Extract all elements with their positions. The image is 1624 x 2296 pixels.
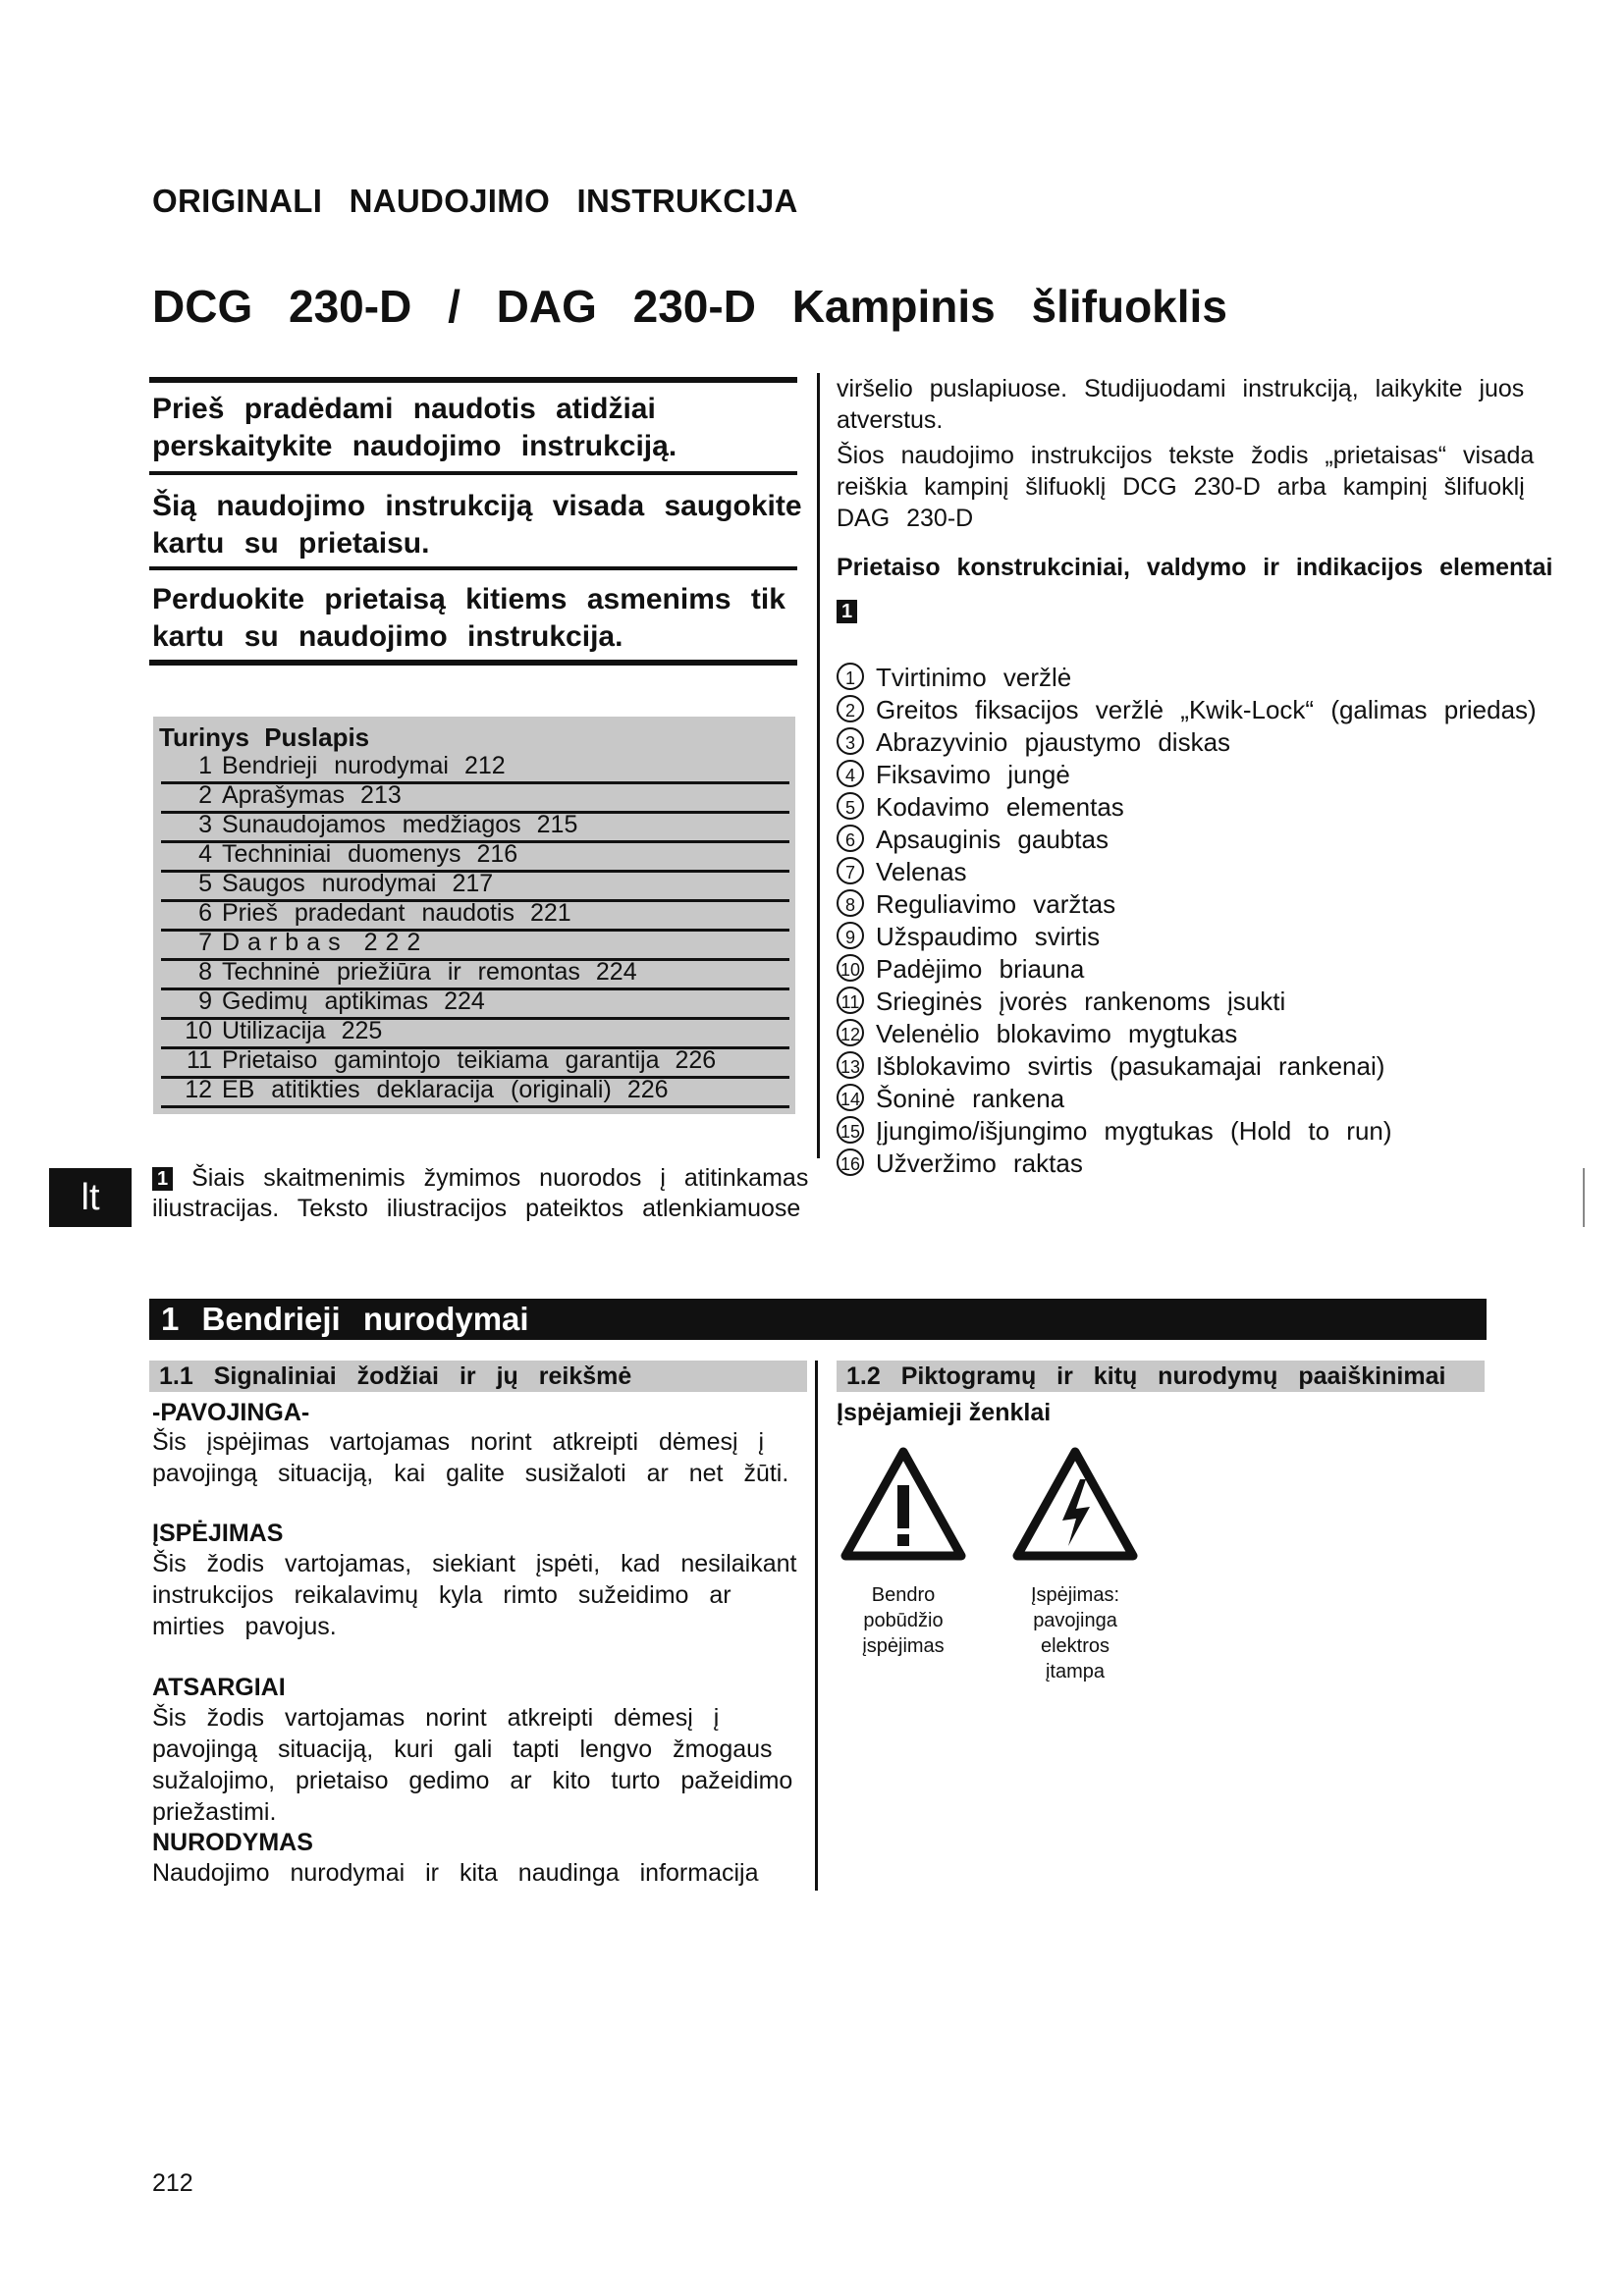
toc-page: 224	[595, 958, 637, 986]
sign-caption: Įspėjimas: pavojinga elektros įtampa	[1030, 1584, 1120, 1682]
divider	[149, 566, 797, 570]
toc-page: 222	[363, 929, 429, 956]
list-item: 16 Užveržimo raktas	[837, 1148, 1563, 1180]
toc-label: Aprašymas	[222, 781, 346, 809]
signal-description: Šis įspėjimas vartojamas norint atkreipti dėmesį į pavojingą situaciją, kai galite susižaloti ar net žūti.	[152, 1428, 789, 1487]
figure-note: 1 Šiais skaitmenimis žymimos nuorodos į atitinkamas iliustracijas. Teksto iliustracijos pateiktos atlenkiamuose	[152, 1164, 809, 1222]
toc-row[interactable]: 12 EB atitikties deklaracija (originali) 226	[161, 1076, 789, 1108]
list-item: 15 Įjungimo/išjungimo mygtukas (Hold to run)	[837, 1115, 1563, 1148]
figure-ref-badge: 1	[837, 600, 857, 623]
warning-read-instructions: Prieš pradėdami naudotis atidžiai perskaitykite naudojimo instrukciją.	[152, 393, 677, 462]
list-item: 8 Reguliavimo varžtas	[837, 888, 1563, 921]
warning-pass-on-instructions: Perduokite prietaisą kitiems asmenims tik kartu su naudojimo instrukcija.	[152, 583, 785, 653]
warning-keep-instructions: Šią naudojimo instrukciją visada saugokite kartu su prietaisu.	[152, 490, 802, 560]
toc-row[interactable]: 5 Saugos nurodymai 217	[161, 870, 789, 902]
toc-page: 226	[626, 1076, 669, 1103]
signal-description: Šis žodis vartojamas norint atkreipti dėmesį į pavojingą situaciją, kuri gali tapti lengvo žmogaus sužalojimo, prietaiso gedimo ar kito turto pažeidimo priežastimi.	[152, 1704, 793, 1826]
toc-row[interactable]: 3 Sunaudojamos medžiagos 215	[161, 811, 789, 843]
table-of-contents	[153, 717, 795, 1114]
toc-page: 212	[463, 752, 506, 779]
toc-label: Techninė priežiūra ir remontas	[222, 958, 580, 986]
toc-page: 226	[675, 1046, 717, 1074]
toc-label: Prieš pradedant naudotis	[222, 899, 514, 927]
divider	[149, 660, 797, 666]
page-number: 212	[152, 2169, 193, 2197]
toc-label: Techniniai duomenys	[222, 840, 461, 868]
toc-page: 217	[452, 870, 494, 897]
general-warning-icon	[839, 1446, 967, 1564]
page-title: DCG 230-D / DAG 230-D Kampinis šlifuoklis	[152, 281, 1227, 332]
toc-heading: Turinys Puslapis	[159, 722, 370, 752]
toc-row[interactable]: 1 Bendrieji nurodymai 212	[161, 752, 789, 784]
toc-page: 213	[360, 781, 402, 809]
toc-page: 215	[536, 811, 578, 838]
list-item: 11 Srieginės įvorės rankenoms įsukti	[837, 986, 1563, 1018]
signal-word-warning: ĮSPĖJIMAS	[152, 1520, 284, 1547]
figure-ref-badge: 1	[152, 1167, 173, 1191]
toc-row[interactable]: 8 Techninė priežiūra ir remontas 224	[161, 958, 789, 990]
signal-description: Šis žodis vartojamas, siekiant įspėti, kad nesilaikant instrukcijos reikalavimų kyla rimto sužeidimo ar mirties pavojus.	[152, 1550, 797, 1640]
list-item: 7 Velenas	[837, 856, 1563, 888]
list-item: 3 Abrazyvinio pjaustymo diskas	[837, 726, 1563, 759]
list-item: 4 Fiksavimo jungė	[837, 759, 1563, 791]
document-subtitle: ORIGINALI NAUDOJIMO INSTRUKCIJA	[152, 183, 798, 219]
list-item: 2 Greitos fiksacijos veržlė „Kwik-Lock“ (galimas priedas)	[837, 694, 1563, 726]
toc-page: 224	[444, 988, 485, 1015]
list-item: 6 Apsauginis gaubtas	[837, 824, 1563, 856]
sign-caption: Bendro pobūdžio įspėjimas	[862, 1584, 945, 1657]
list-item: 14 Šoninė rankena	[837, 1083, 1563, 1115]
toc-row[interactable]: 4 Techniniai duomenys 216	[161, 840, 789, 873]
list-item: 12 Velenėlio blokavimo mygtukas	[837, 1018, 1563, 1050]
toc-row[interactable]: 6 Prieš pradedant naudotis 221	[161, 899, 789, 932]
toc-label: Darbas	[222, 929, 349, 956]
components-heading: Prietaiso konstrukciniai, valdymo ir indikacijos elementai 1	[837, 554, 1553, 623]
toc-row[interactable]: 10 Utilizacija 225	[161, 1017, 789, 1049]
signal-word-danger: -PAVOJINGA-	[152, 1399, 310, 1426]
signal-word-caution: ATSARGIAI	[152, 1674, 286, 1701]
toc-label: Gedimų aptikimas	[222, 988, 429, 1015]
toc-page: 221	[529, 899, 571, 927]
signal-description: Naudojimo nurodymai ir kita naudinga informacija	[152, 1859, 759, 1887]
toc-label: Utilizacija	[222, 1017, 326, 1044]
list-item: 1 Tvirtinimo veržlė	[837, 662, 1563, 694]
toc-label: Prietaiso gamintojo teikiama garantija	[222, 1046, 660, 1074]
list-item: 10 Padėjimo briauna	[837, 953, 1563, 986]
component-list	[837, 662, 1563, 1180]
subsection-heading: 1.1 Signaliniai žodžiai ir jų reikšmė	[149, 1361, 807, 1392]
signs-heading: Įspėjamieji ženklai	[837, 1399, 1052, 1426]
toc-label: Bendrieji nurodymai	[222, 752, 449, 779]
divider	[149, 471, 797, 475]
electric-warning-icon	[1011, 1446, 1139, 1564]
column-divider	[817, 373, 820, 1158]
toc-label: EB atitikties deklaracija (originali)	[222, 1076, 612, 1103]
language-tab: lt	[49, 1168, 132, 1227]
divider	[149, 377, 797, 383]
edge-mark	[1583, 1168, 1585, 1227]
subsection-heading: 1.2 Piktogramų ir kitų nurodymų paaiškinimai	[837, 1361, 1485, 1392]
list-item: 13 Išblokavimo svirtis (pasukamajai rankenai)	[837, 1050, 1563, 1083]
section-heading: 1 Bendrieji nurodymai	[149, 1299, 1487, 1340]
signal-word-note: NURODYMAS	[152, 1829, 313, 1856]
toc-label: Saugos nurodymai	[222, 870, 437, 897]
intro-text	[837, 373, 1563, 534]
toc-page: 216	[476, 840, 518, 868]
list-item: 5 Kodavimo elementas	[837, 791, 1563, 824]
toc-row[interactable]: 11 Prietaiso gamintojo teikiama garantija 226	[161, 1046, 789, 1079]
toc-page: 225	[341, 1017, 383, 1044]
intro-paragraph: Šios naudojimo instrukcijos tekste žodis „prietaisas“ visada reiškia kampinį šlifuoklį DCG 230-D arba kampinį šlifuoklį DAG 230-D	[837, 442, 1535, 532]
toc-row[interactable]: 2 Aprašymas 213	[161, 781, 789, 814]
list-item: 9 Užspaudimo svirtis	[837, 921, 1563, 953]
intro-paragraph: viršelio puslapiuose. Studijuodami instrukciją, laikykite juos atverstus.	[837, 375, 1525, 434]
toc-row[interactable]: 7 Darbas 222	[161, 929, 789, 961]
toc-row[interactable]: 9 Gedimų aptikimas 224	[161, 988, 789, 1020]
toc-label: Sunaudojamos medžiagos	[222, 811, 521, 838]
